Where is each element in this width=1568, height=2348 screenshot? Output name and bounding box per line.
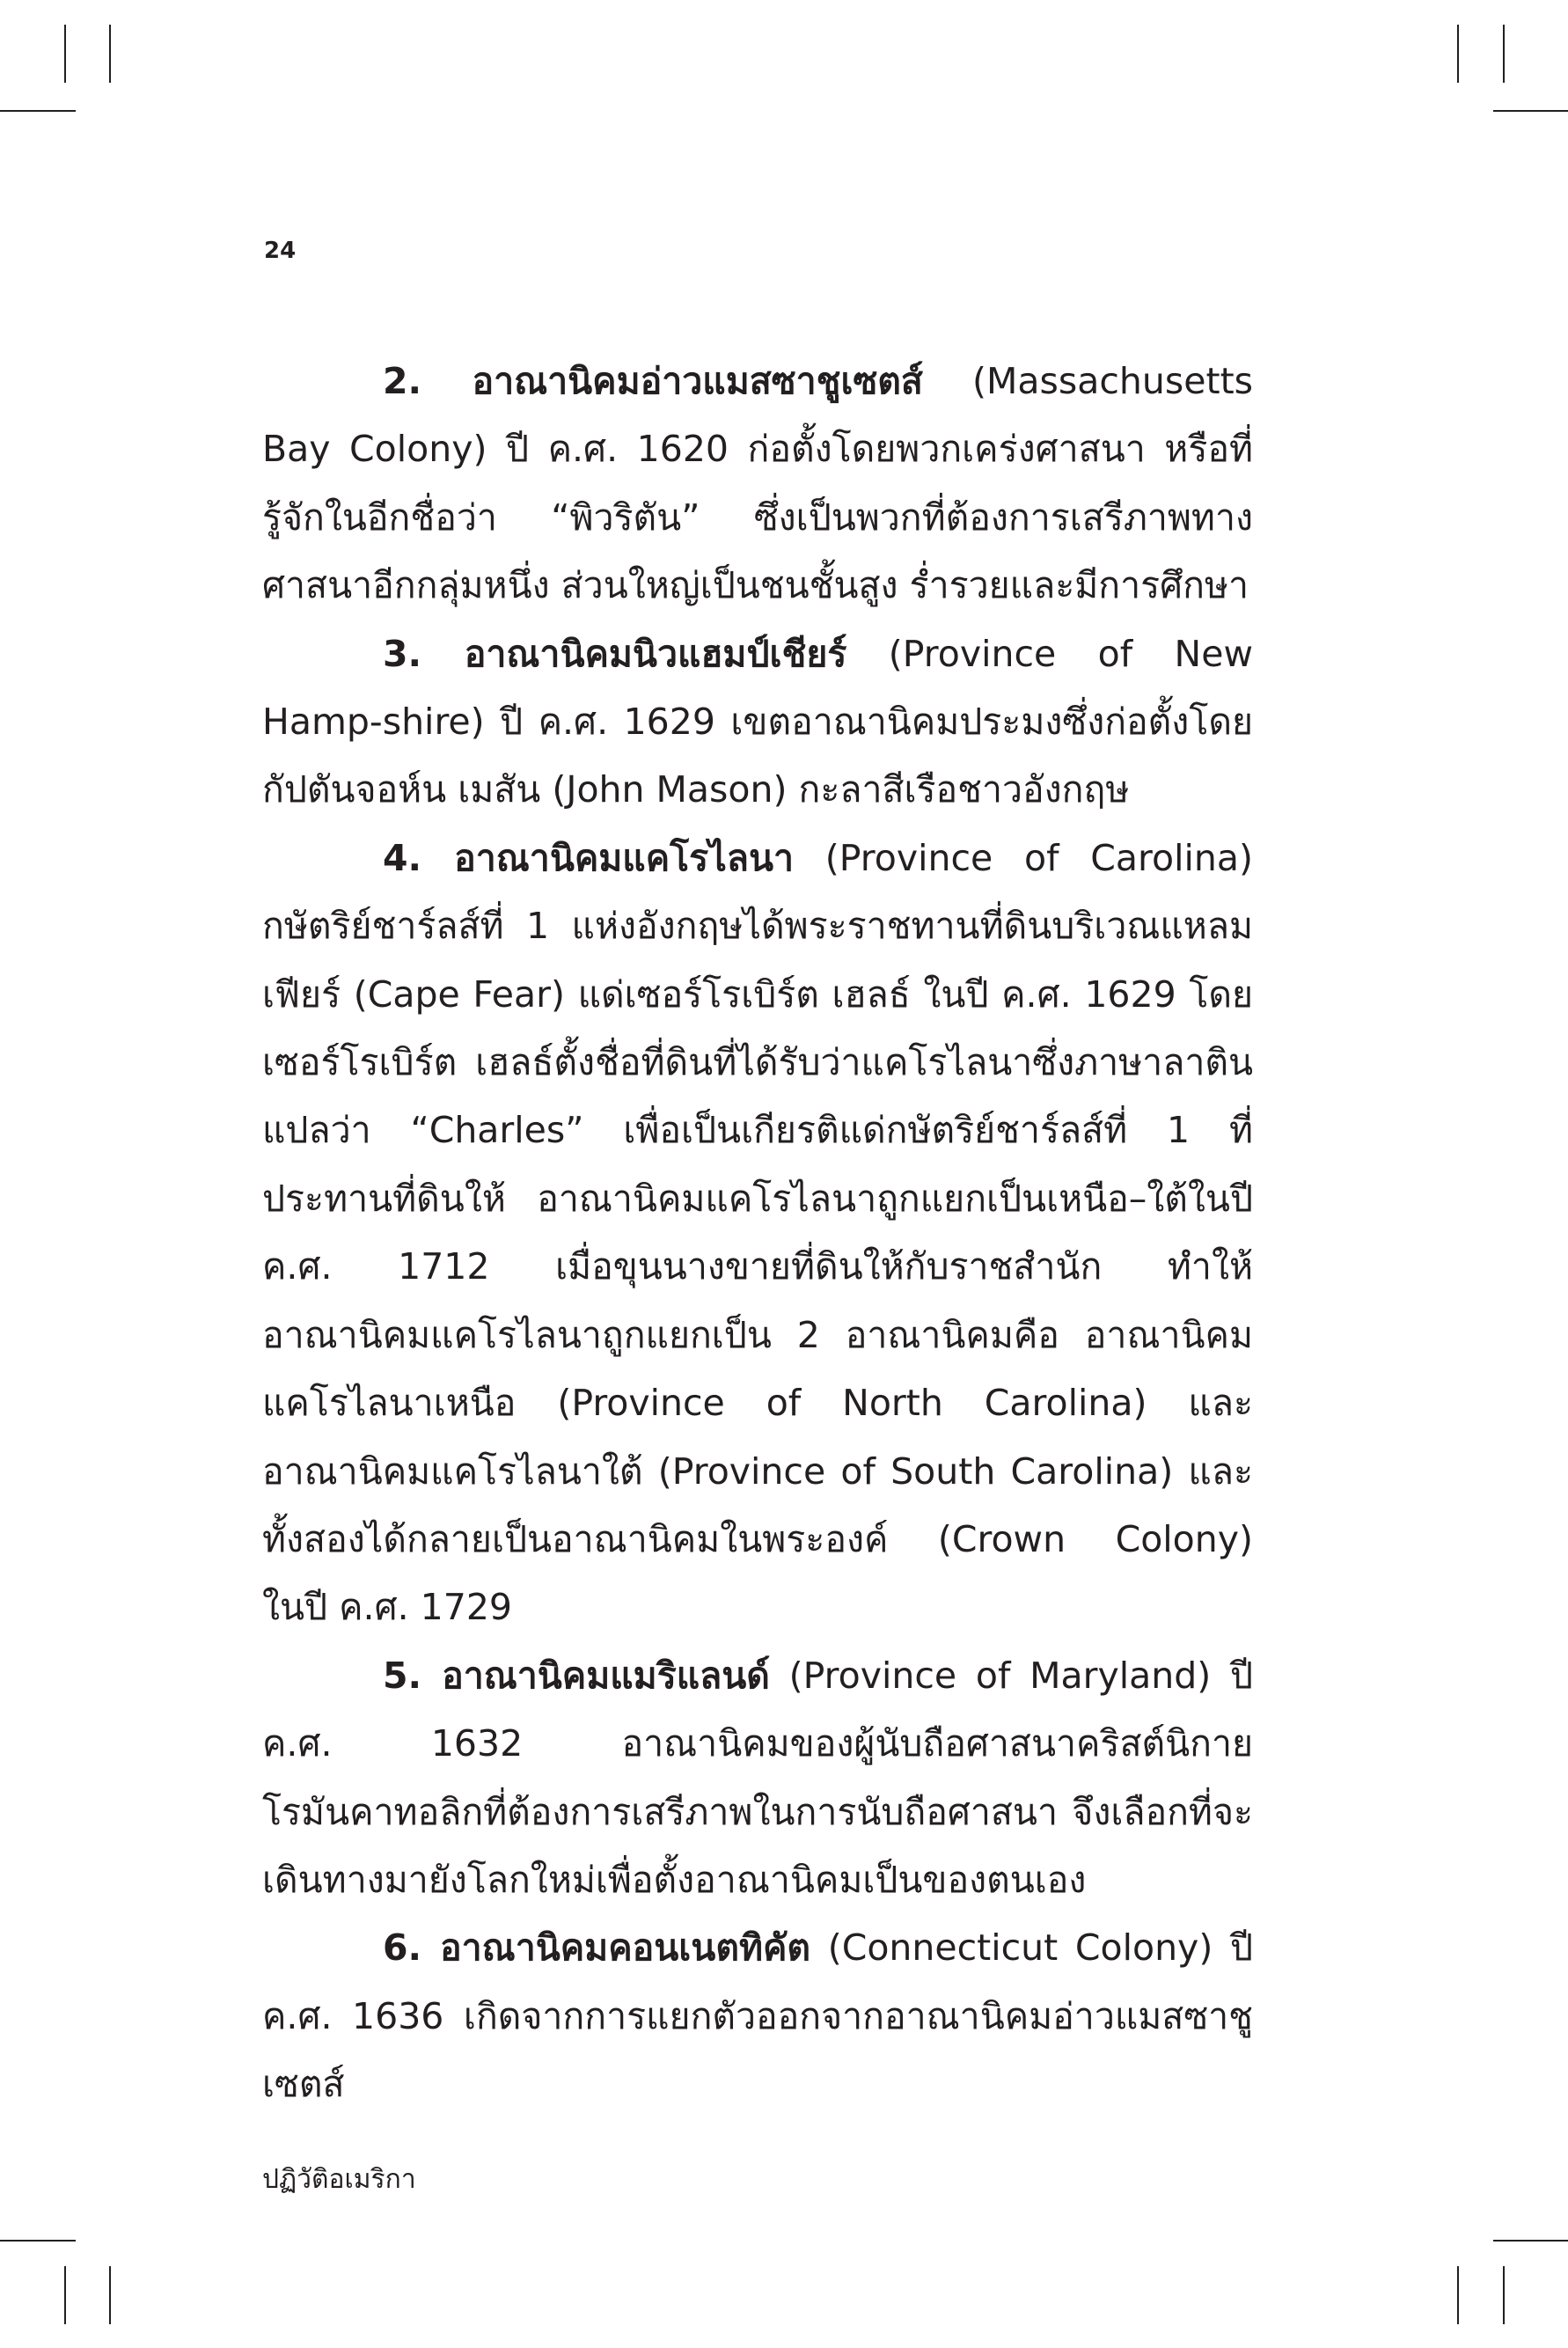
crop-mark-top-right-vertical-inner — [1457, 25, 1459, 83]
paragraph-term: 6. อาณานิคมคอนเนตทิคัต — [383, 1926, 811, 1970]
crop-mark-bottom-left-vertical — [64, 2266, 66, 2324]
crop-mark-top-left-horizontal — [0, 110, 76, 112]
paragraph-term: 5. อาณานิคมแมริแลนด์ — [383, 1654, 770, 1697]
paragraph-text: (Province of Carolina) กษัตริย์ชาร์ลส์ที่ 1 แห่งอังกฤษได้พระราชทานที่ดินบริเวณแหลมเฟียร์ (Cape Fear) แด่เซอร์โรเบิร์ต เฮลธ์ ในปี ค.ศ. 1629 โดยเซอร์โรเบิร์ต เฮลธ์ตั้งชื่อที่ดินที่ได้รับว่าแคโรไลนาซึ่งภาษาลาตินแปลว่า “Charles” เพื่อเป็นเกียรติแด่กษัตริย์ชาร์ลส์ที่ 1 ที่ประทานที่ดินให้ อาณานิคมแคโรไลนาถูกแยกเป็นเหนือ–ใต้ในปี ค.ศ. 1712 เมื่อขุนนางขายที่ดินให้กับราชสำนัก ทำให้อาณานิคมแคโรไลนาถูกแยกเป็น 2 อาณานิคมคือ อาณานิคมแคโรไลนาเหนือ (Province of North Carolina) และอาณานิคมแคโรไลนาใต้ (Province of South Carolina) และทั้งสองได้กลายเป็นอาณานิคมในพระองค์ (Crown Colony) ในปี ค.ศ. 1729 — [262, 836, 1253, 1629]
crop-mark-top-left-vertical-inner — [109, 25, 111, 83]
body-text — [262, 348, 1253, 2119]
crop-mark-top-left-vertical — [64, 25, 66, 83]
paragraph-term: 4. อาณานิคมแคโรไลนา — [383, 836, 794, 879]
crop-mark-top-right-vertical — [1503, 25, 1505, 83]
paragraph-text: (Province of Maryland) ปี ค.ศ. 1632 อาณานิคมของผู้นับถือศาสนาคริสต์นิกายโรมันคาทอลิกที่ต้องการเสรีภาพในการนับถือศาสนา จึงเลือกที่จะเดินทางมายังโลกใหม่เพื่อตั้งอาณานิคมเป็นของตนเอง — [262, 1654, 1254, 1901]
paragraph-text: (Province of New Hamp-shire) ปี ค.ศ. 1629 เขตอาณานิคมประมงซึ่งก่อตั้งโดยกัปตันจอห์น เมสัน (John Mason) กะลาสีเรือชาวอังกฤษ — [262, 632, 1253, 811]
paragraph-text: (Connecticut Colony) ปี ค.ศ. 1636 เกิดจากการแยกตัวออกจากอาณานิคมอ่าวแมสซาชูเซตส์ — [262, 1926, 1254, 2106]
paragraph-new-hampshire — [262, 620, 1253, 825]
paragraph-massachusetts — [262, 348, 1253, 620]
paragraph-term: 3. อาณานิคมนิวแฮมป์เชียร์ — [383, 632, 847, 675]
crop-mark-bottom-right-vertical-inner — [1457, 2266, 1459, 2324]
page-number: 24 — [264, 238, 297, 264]
crop-mark-bottom-right-horizontal — [1493, 2240, 1568, 2242]
paragraph-carolina — [262, 825, 1253, 1642]
paragraph-text: (Massachusetts Bay Colony) ปี ค.ศ. 1620 ก่อตั้งโดยพวกเคร่งศาสนา หรือที่รู้จักในอีกชื่อว่า “พิวริตัน” ซึ่งเป็นพวกที่ต้องการเสรีภาพทางศาสนาอีกกลุ่มหนึ่ง ส่วนใหญ่เป็นชนชั้นสูง ร่ำรวยและมีการศึกษา — [262, 360, 1253, 607]
crop-mark-bottom-right-vertical — [1503, 2266, 1505, 2324]
paragraph-term: 2. อาณานิคมอ่าวแมสซาชูเซตส์ — [383, 360, 923, 402]
crop-mark-bottom-left-horizontal — [0, 2240, 76, 2242]
paragraph-connecticut — [262, 1914, 1253, 2118]
crop-mark-top-right-horizontal — [1493, 110, 1568, 112]
running-footer: ปฏิวัติอเมริกา — [262, 2164, 416, 2195]
crop-mark-bottom-left-vertical-inner — [109, 2266, 111, 2324]
paragraph-maryland — [262, 1642, 1253, 1915]
